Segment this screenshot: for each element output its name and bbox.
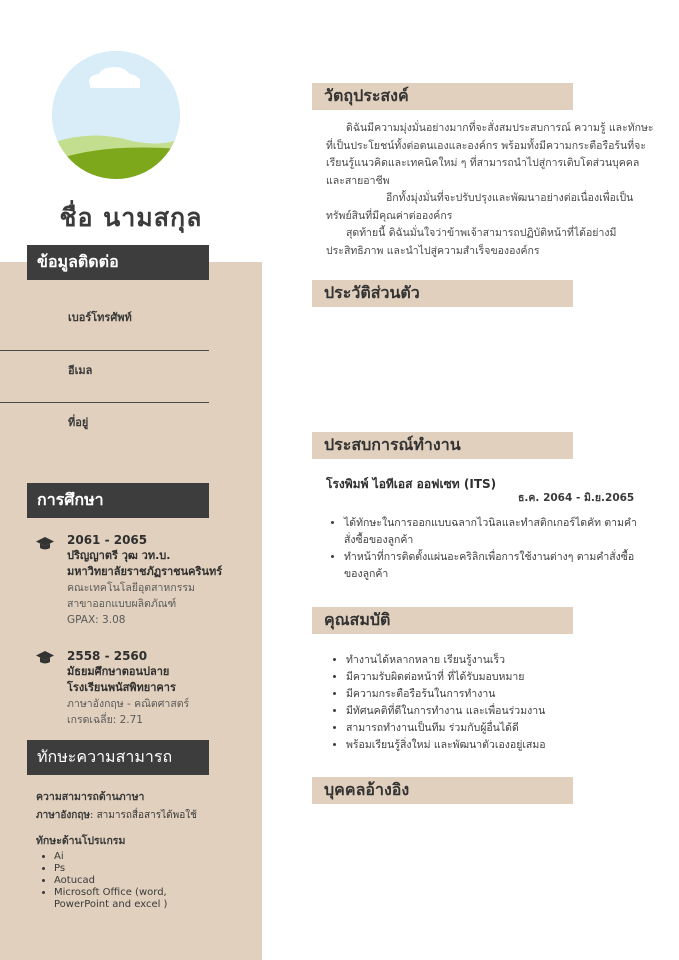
education-degree: มัธยมศึกษาตอนปลาย — [67, 665, 170, 678]
address-label: ที่อยู่ — [68, 416, 89, 429]
landscape-icon — [52, 51, 180, 179]
english-level: : สามารถสื่อสารได้พอใช้ — [90, 810, 197, 821]
list-item — [54, 887, 251, 911]
list-item: • มีความรับผิดต่อหน้าที่ ที่ได้รับมอบหมาย — [346, 669, 666, 686]
contact-heading: ข้อมูลติดต่อ — [27, 245, 209, 280]
objective-paragraph: สุดท้ายนี้ ดิฉันมั่นใจว่าข้าพเจ้าสามารถปฏิบัติหน้าที่ได้อย่างมีประสิทธิภาพ และนำไปสู่ความสำเร็จขององค์กร — [326, 227, 617, 257]
language-skills-heading: ความสามารถด้านภาษา — [36, 791, 145, 803]
list-item: • Aotucad — [54, 875, 251, 887]
list-item: • ทำหน้าที่การติดตั้งแผ่นอะคริลิกเพื่อการใช้งานต่างๆ ตามคำสั่งซื้อของลูกค้า — [344, 549, 644, 583]
list-item: • มีความกระตือรือร้นในการทำงาน — [346, 686, 666, 703]
objective-paragraph: อีกทั้งมุ่งมั่นที่จะปรับปรุงและพัฒนาอย่างต่อเนื่องเพื่อเป็นทรัพย์สินที่มีคุณค่าต่อองค์กร — [326, 192, 634, 222]
list-item: • พร้อมเรียนรู้สิ่งใหม่ และพัฒนาตัวเองอยู่เสมอ — [346, 737, 666, 754]
email-label: อีเมล — [68, 364, 93, 377]
education-entry — [67, 648, 189, 728]
references-heading: บุคคลอ้างอิง — [312, 777, 573, 804]
education-school: โรงเรียนพนัสพิทยาคาร — [67, 681, 176, 694]
objective-heading: วัตถุประสงค์ — [312, 83, 573, 110]
full-name: ชื่อ นามสกุล — [59, 203, 203, 232]
divider — [0, 350, 209, 351]
english-skill — [36, 808, 251, 823]
list-item-line: Microsoft Office (word, — [54, 887, 167, 898]
objective-paragraph: ดิฉันมีความมุ่งมั่นอย่างมากที่จะสั่งสมประสบการณ์ ความรู้ และทักษะที่เป็นประโยชน์ทั้งต่อตนเองและองค์กร พร้อมทั้งมีความกระตือรือร้นที่จะเรียนรู้แนวคิดและเทคนิคใหม่ ๆ ที่สามารถนำไปสู่การเติบโตส่วนบุคคลและสายอาชีพ — [326, 122, 654, 187]
personal-heading: ประวัติส่วนตัว — [312, 280, 573, 307]
english-label: ภาษาอังกฤษ — [36, 810, 91, 821]
education-years: 2061 - 2065 — [67, 533, 148, 547]
education-school: มหาวิทยาลัยราชภัฏราชนครินทร์ — [67, 565, 223, 578]
list-item-line: PowerPoint and excel ) — [54, 899, 168, 910]
program-list — [36, 851, 251, 911]
company-name: โรงพิมพ์ ไอทีเอส ออฟเซท (ITS) — [326, 477, 497, 491]
list-item: • Ai — [54, 851, 251, 863]
program-skills-heading: ทักษะด้านโปรแกรม — [36, 835, 126, 847]
graduation-cap-icon — [35, 536, 55, 552]
list-item: • ทำงานได้หลากหลาย เรียนรู้งานเร็ว — [346, 652, 666, 669]
education-major: สาขาออกแบบผลิตภัณฑ์ — [67, 598, 177, 610]
education-program: ภาษาอังกฤษ - คณิตศาสตร์ — [67, 698, 190, 710]
qualifications-list — [328, 652, 666, 754]
objective-text — [326, 120, 656, 260]
education-entry — [67, 532, 222, 628]
phone-label: เบอร์โทรศัพท์ — [68, 311, 132, 324]
graduation-cap-icon — [35, 650, 55, 666]
education-degree: ปริญญาตรี วุฒ วท.บ. — [67, 549, 171, 562]
skills-section — [36, 788, 251, 911]
list-item: • มีทัศนคติที่ดีในการทำงาน และเพื่อนร่วมงาน — [346, 703, 666, 720]
education-faculty: คณะเทคโนโลยีอุตสาหกรรม — [67, 582, 195, 594]
qualifications-heading: คุณสมบัติ — [312, 607, 573, 634]
education-years: 2558 - 2560 — [67, 649, 148, 663]
divider — [0, 402, 209, 403]
profile-photo — [52, 51, 180, 179]
experience-heading: ประสบการณ์ทำงาน — [312, 432, 573, 459]
list-item: • สามารถทำงานเป็นทีม ร่วมกับผู้อื่นได้ดี — [346, 720, 666, 737]
education-gpa: GPAX: 3.08 — [67, 614, 126, 626]
experience-list — [326, 515, 644, 583]
list-item: • ได้ทักษะในการออกแบบฉลากไวนิลและทำสติกเกอร์ไดคัท ตามคำสั่งซื้อของลูกค้า — [344, 515, 644, 549]
list-item: • Ps — [54, 863, 251, 875]
education-gpa: เกรดเฉลี่ย: 2.71 — [67, 714, 143, 726]
education-heading: การศึกษา — [27, 483, 209, 518]
work-dates: ธ.ค. 2064 - มิ.ย.2065 — [518, 492, 635, 504]
skills-heading: ทักษะความสามารถ — [27, 740, 209, 775]
